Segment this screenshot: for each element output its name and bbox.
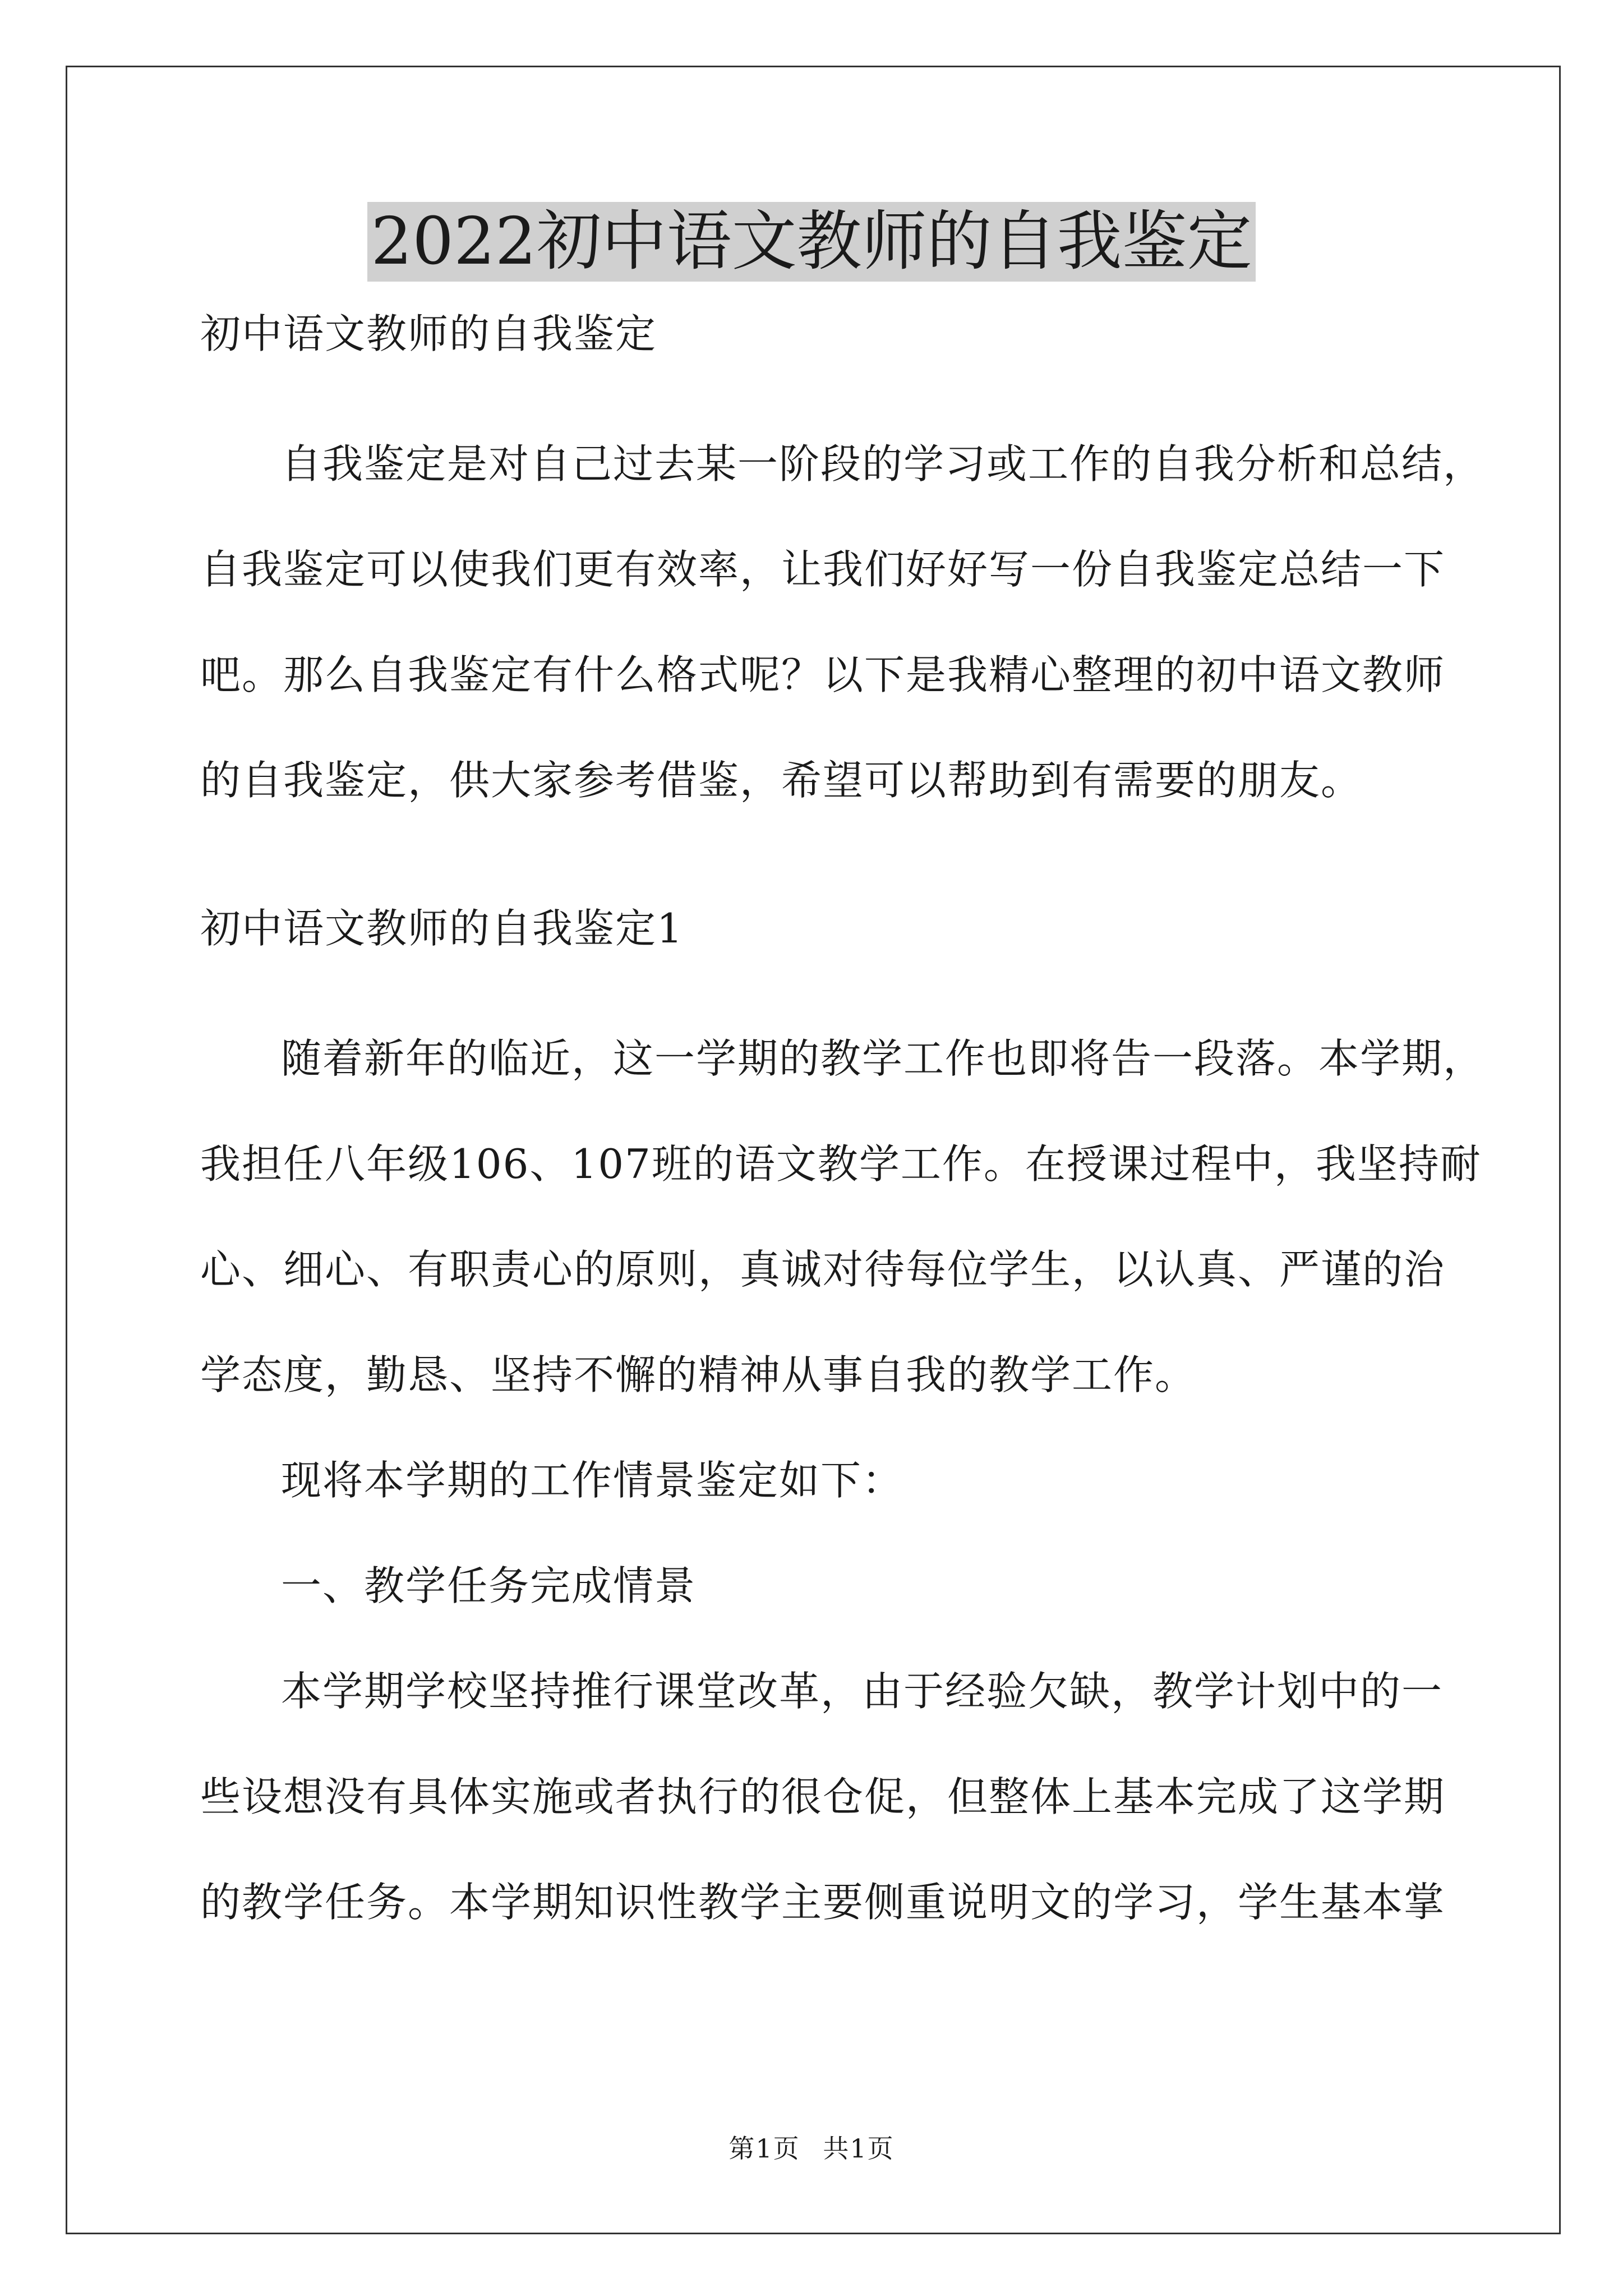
intro-line: 吧。那么自我鉴定有什么格式呢？以下是我精心整理的初中语文教师: [200, 651, 1446, 698]
intro-line: 自我鉴定是对自己过去某一阶段的学习或工作的自我分析和总结，: [281, 440, 1485, 487]
section1-paragraph-3: [200, 1639, 1446, 1955]
intro-heading: 初中语文教师的自我鉴定: [200, 310, 657, 357]
section1-subheading: 一、教学任务完成情景: [281, 1562, 697, 1609]
section1-heading: 初中语文教师的自我鉴定1: [200, 905, 684, 952]
paragraph-line: 学态度，勤恳、坚持不懈的精神从事自我的教学工作。: [200, 1351, 1197, 1398]
document-title-wrapper: [0, 202, 1623, 282]
page-number: 第1页: [728, 2133, 800, 2164]
intro-paragraph: [200, 411, 1485, 833]
document-body: [200, 306, 1485, 1955]
paragraph-line: 我担任八年级106、107班的语文教学工作。在授课过程中，我坚持耐: [200, 1140, 1482, 1188]
document-title: 2022初中语文教师的自我鉴定: [367, 202, 1255, 282]
paragraph-line: 的教学任务。本学期知识性教学主要侧重说明文的学习，学生基本掌: [200, 1879, 1446, 1926]
section1-paragraph-1: [200, 1006, 1485, 1428]
paragraph-line: 些设想没有具体实施或者执行的很仓促，但整体上基本完成了这学期: [200, 1773, 1446, 1820]
page-footer: [0, 2132, 1623, 2165]
total-pages: 共1页: [823, 2133, 895, 2164]
paragraph-line: 本学期学校坚持推行课堂改革，由于经验欠缺，教学计划中的一: [281, 1668, 1444, 1715]
paragraph-line: 随着新年的临近，这一学期的教学工作也即将告一段落。本学期，: [281, 1035, 1485, 1082]
intro-line: 自我鉴定可以使我们更有效率，让我们好好写一份自我鉴定总结一下: [200, 546, 1446, 593]
section1-paragraph-2: 现将本学期的工作情景鉴定如下：: [281, 1457, 904, 1504]
spacer: [200, 833, 1434, 900]
paragraph-line: 心、细心、有职责心的原则，真诚对待每位学生，以认真、严谨的治: [200, 1246, 1446, 1293]
intro-line: 的自我鉴定，供大家参考借鉴，希望可以帮助到有需要的朋友。: [200, 757, 1363, 804]
